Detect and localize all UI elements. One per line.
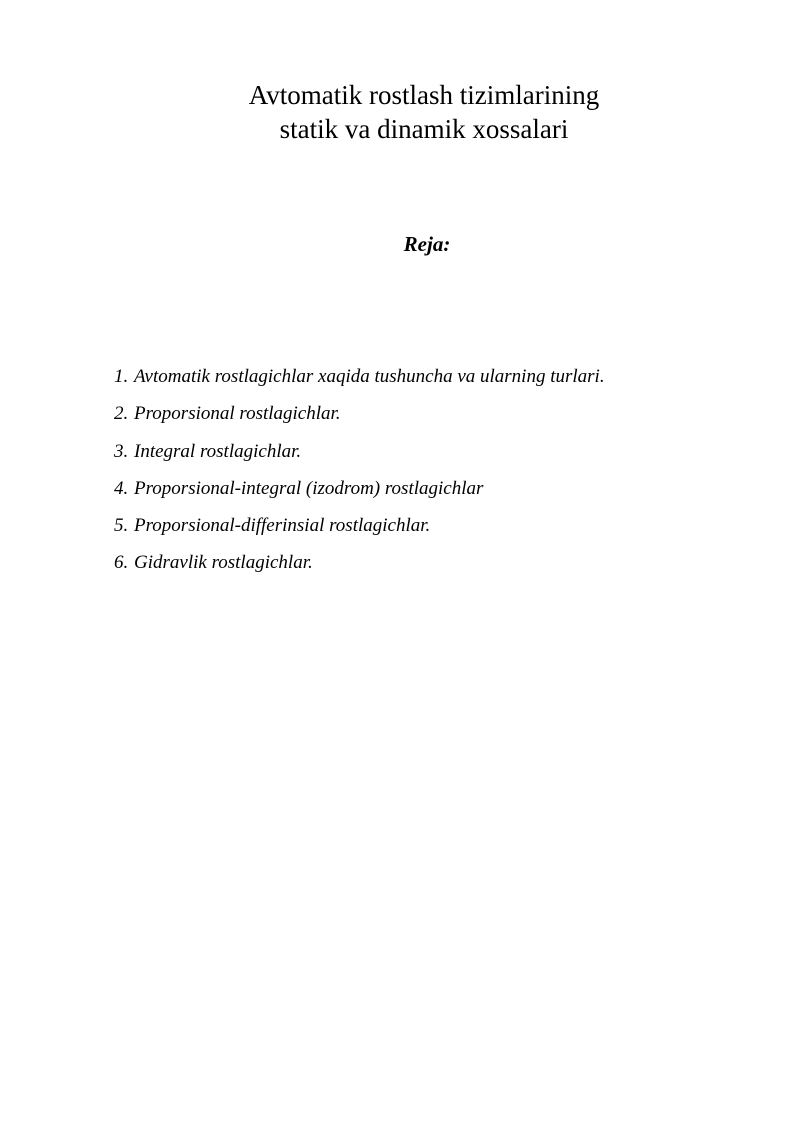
plan-item-number: 4. [114,477,129,499]
plan-item-text: Proporsional-integral (izodrom) rostlagichlar [134,477,484,499]
plan-item-number: 1. [114,366,129,387]
title-line-2: statik va dinamik xossalari [279,114,569,144]
plan-list [114,366,605,590]
plan-item-text: Integral rostlagichlar. [134,440,302,462]
plan-item-text: Avtomatik rostlagichlar xaqida tushuncha va ularning turlari. [134,366,605,387]
document-title [0,78,800,146]
plan-item [114,366,605,403]
plan-item-number: 3. [114,440,129,462]
plan-item [114,441,605,478]
plan-item-number: 5. [114,515,129,537]
plan-item-text: Proporsional-differinsial rostlagichlar. [134,515,431,537]
plan-item [114,478,605,515]
plan-item-number: 2. [114,403,129,425]
plan-item [114,552,605,589]
plan-item [114,403,605,440]
plan-item [114,515,605,552]
plan-heading: Reja: [403,232,451,256]
plan-item-number: 6. [114,552,129,574]
plan-item-text: Gidravlik rostlagichlar. [134,552,313,574]
title-line-1: Avtomatik rostlash tizimlarining [248,80,600,110]
plan-item-text: Proporsional rostlagichlar. [134,403,341,425]
